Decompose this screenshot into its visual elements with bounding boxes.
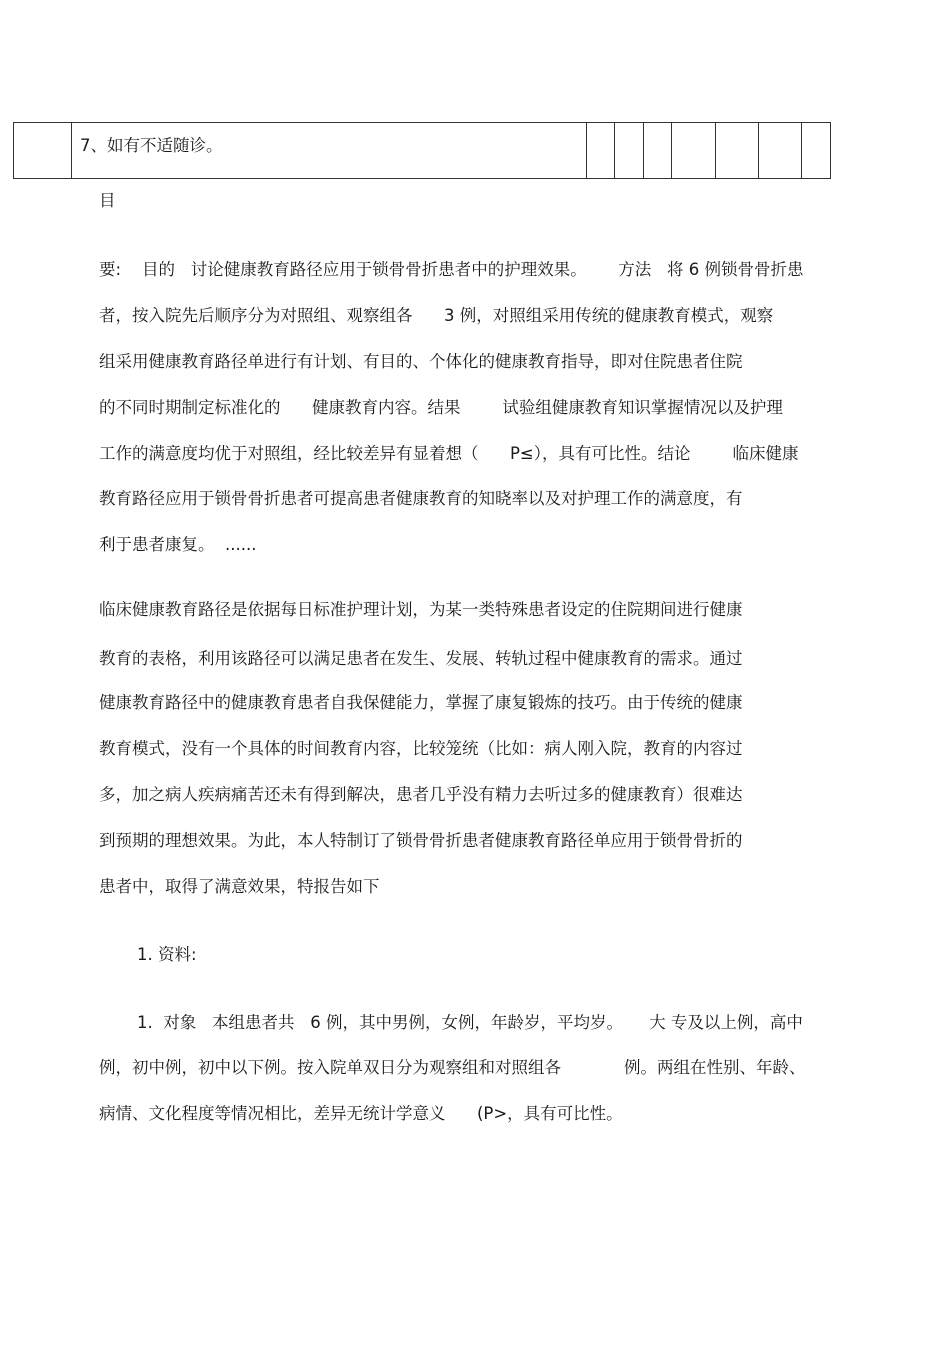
table-divider xyxy=(614,123,615,178)
intro-line: 患者中，取得了满意效果，特报告如下 xyxy=(99,877,380,896)
table-fragment xyxy=(13,122,831,179)
intro-line: 临床健康教育路径是依据每日标准护理计划，为某一类特殊患者设定的住院期间进行健康 xyxy=(99,600,743,619)
table-divider xyxy=(715,123,716,178)
abstract-line: 的不同时期制定标准化的 健康教育内容。结果 试验组健康教育知识掌握情况以及护理 xyxy=(99,398,783,417)
subject-line: 病情、文化程度等情况相比，差异无统计学意义 (P>，具有可比性。 xyxy=(99,1104,623,1123)
table-divider xyxy=(801,123,802,178)
intro-line: 教育的表格，利用该路径可以满足患者在发生、发展、转轨过程中健康教育的需求。通过 xyxy=(99,649,743,668)
table-divider xyxy=(758,123,759,178)
table-divider xyxy=(671,123,672,178)
abstract-line: 者，按入院先后顺序分为对照组、观察组各 3 例，对照组采用传统的健康教育模式，观察 xyxy=(99,306,774,325)
abstract-line: 组采用健康教育路径单进行有计划、有目的、个体化的健康教育指导，即对住院患者住院 xyxy=(99,352,743,371)
table-divider xyxy=(71,123,72,178)
abstract-line: 教育路径应用于锁骨骨折患者可提高患者健康教育的知晓率以及对护理工作的满意度，有 xyxy=(99,489,743,508)
table-cell-text: 7、如有不适随诊。 xyxy=(80,136,223,155)
abstract-line: 工作的满意度均优于对照组，经比较差异有显着想（ P≤），具有可比性。结论 临床健康 xyxy=(99,444,799,463)
intro-line: 多，加之病人疾病痛苦还未有得到解决，患者几乎没有精力去听过多的健康教育）很难达 xyxy=(99,785,743,804)
abstract-line: 要: 目的 讨论健康教育路径应用于锁骨骨折患者中的护理效果。 方法 将 6 例锁骨骨折患 xyxy=(99,260,804,279)
table-divider xyxy=(586,123,587,178)
intro-line: 教育模式，没有一个具体的时间教育内容，比较笼统（比如：病人刚入院，教育的内容过 xyxy=(99,739,743,758)
abstract-line: 利于患者康复。 ...... xyxy=(99,535,257,554)
section-heading: 1. 资料: xyxy=(137,945,197,964)
subject-line: 例，初中例，初中以下例。按入院单双日分为观察组和对照组各 例。两组在性别、年龄、 xyxy=(99,1058,806,1077)
intro-line: 到预期的理想效果。为此，本人特制订了锁骨骨折患者健康教育路径单应用于锁骨骨折的 xyxy=(99,831,743,850)
table-divider xyxy=(643,123,644,178)
intro-line: 健康教育路径中的健康教育患者自我保健能力，掌握了康复锻炼的技巧。由于传统的健康 xyxy=(99,693,743,712)
heading-char: 目 xyxy=(99,191,116,210)
subject-line: 1. 对象 本组患者共 6 例，其中男例，女例，年龄岁，平均岁。 大 专及以上例，高中 xyxy=(137,1013,803,1032)
